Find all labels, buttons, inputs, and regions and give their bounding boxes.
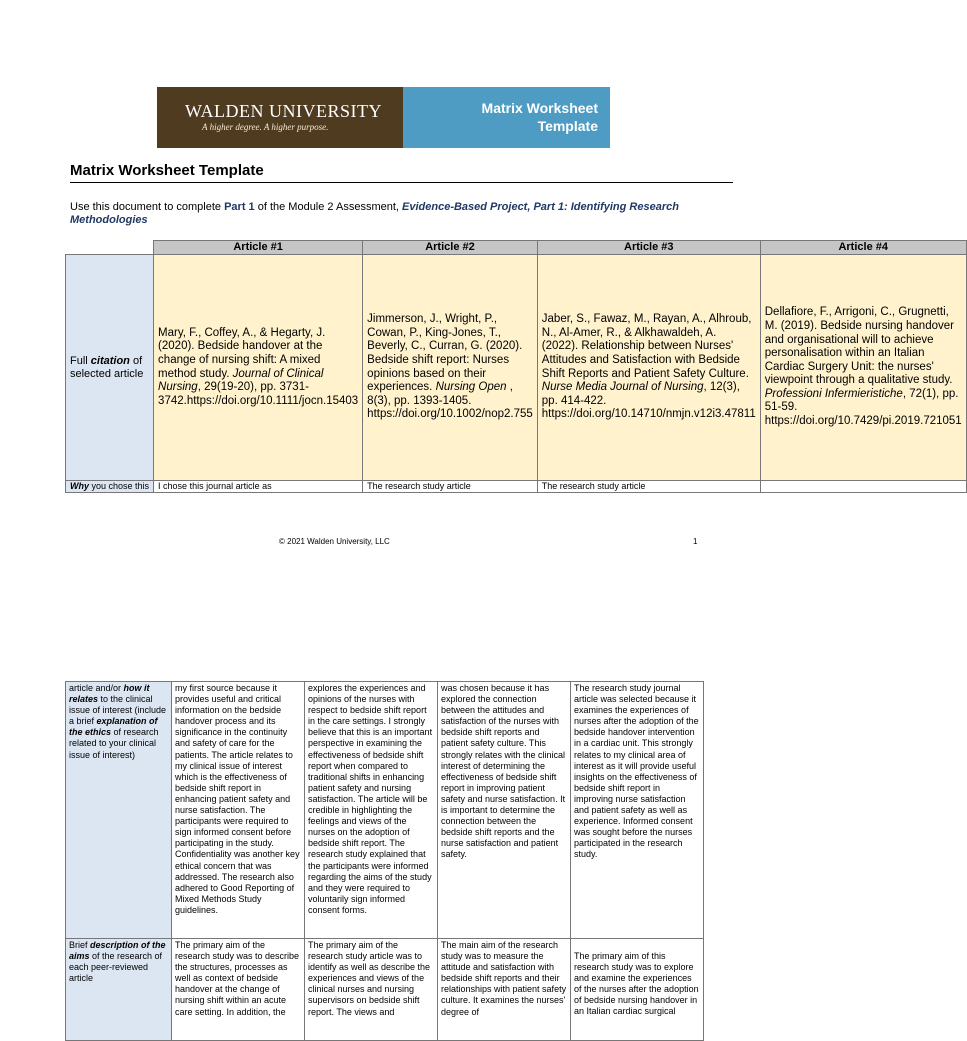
intro-part: Part 1 <box>224 201 255 213</box>
why-article-2: explores the experiences and opinions of the nurses with respect to bedside shift report in the care settings. I strongly believe that this is an important perspective in examining the effectiveness of bedside shift report when compared to traditional shifts in enhancing patient safety and nursing satisfaction. The article will be credible in highlighting the feelings and views of the nurses on the adoption of bedside shift report. The research study explained that the participants were informed regarding the aims of the study and they were required to voluntarily sign informed consent forms. <box>305 682 438 939</box>
why-article-1: my first source because it provides useful and critical information on the bedside handover process and its significance in the continuity and safety of care for the patients. The article relates to my clinical issue of interest which is the effectiveness of bedside shift report in enhancing patient safety and nurse satisfaction. The participants were required to sign informed consent before participating in the study. Confidentiality was another key ethical concern that was addressed. The research also adhered to Good Reporting of Mixed Methods Study guidelines. <box>172 682 305 939</box>
page-title: Matrix Worksheet Template <box>70 162 264 179</box>
citation-row-label: Full citation of selected article <box>66 255 154 481</box>
why-row-label-start: Why you chose this <box>66 481 154 493</box>
banner-title-line2: Template <box>537 118 598 134</box>
aims-article-1: The primary aim of the research study was to describe the structures, processes as well as context of bedside handover at the change of nursing shift within an acute care setting. In addition, the <box>172 939 305 1041</box>
why-article-1-start: I chose this journal article as <box>154 481 363 493</box>
aims-row-label: Brief description of the aims of the research of each peer-reviewed article <box>66 939 172 1041</box>
header-article-2: Article #2 <box>363 241 538 255</box>
intro-project-title: Evidence-Based Project, Part 1: Identifying Research Methodologies <box>70 201 679 226</box>
aims-article-2: The primary aim of the research study article was to identify as well as describe the experiences and views of the clinical nurses and nursing supervisors on bedside shift report. The views and <box>305 939 438 1041</box>
why-row-label: article and/or how it relates to the clinical issue of interest (include a brief explanation of the ethics of research related to your clinical issue of interest) <box>66 682 172 939</box>
citation-article-3: Jaber, S., Fawaz, M., Rayan, A., Alhroub, N., Al-Amer, R., & Alkhawaldeh, A. (2022). Relationship between Nurses' Attitudes and Satisfaction with Bedside Shift Reports and Patient Safety Culture. Nurse Media Journal of Nursing, 12(3), pp. 414-422. https://doi.org/10.14710/nmjn.v12i3.47811 <box>537 255 760 481</box>
intro-paragraph <box>70 201 730 227</box>
copyright-text: © 2021 Walden University, LLC <box>279 537 390 546</box>
aims-article-3: The main aim of the research study was to measure the attitude and satisfaction with bedside shift reports and their relationships with patient safety culture. It examines the nurses' degree of <box>438 939 571 1041</box>
header-article-1: Article #1 <box>154 241 363 255</box>
page-number: 1 <box>693 537 698 546</box>
matrix-table-page2 <box>65 681 704 1041</box>
banner-title <box>403 87 610 148</box>
aims-article-4: The primary aim of this research study was to explore and examine the experiences of the nurses after the adoption of bedside nursing handover in an Italian cardiac surgical <box>571 939 704 1041</box>
why-article-3-start: The research study article <box>537 481 760 493</box>
header-banner <box>157 87 610 148</box>
why-article-2-start: The research study article <box>363 481 538 493</box>
citation-label-strong: citation <box>90 354 130 367</box>
matrix-table-page1 <box>65 240 967 493</box>
banner-title-line1: Matrix Worksheet <box>481 100 598 116</box>
header-article-4: Article #4 <box>760 241 966 255</box>
walden-logo <box>157 87 403 148</box>
logo-wordmark: WALDEN UNIVERSITY <box>185 101 382 121</box>
title-divider <box>70 182 733 183</box>
citation-article-2: Jimmerson, J., Wright, P., Cowan, P., King-Jones, T., Beverly, C., Curran, G. (2020). Bedside shift report: Nurses opinions based on their experiences. Nursing Open , 8(3), pp. 1393-1405. https://doi.org/10.1002/nop2.755 <box>363 255 538 481</box>
logo-tagline: A higher degree. A higher purpose. <box>202 122 329 132</box>
header-article-3: Article #3 <box>537 241 760 255</box>
intro-prefix: Use this document to complete <box>70 201 225 213</box>
citation-article-4: Dellafiore, F., Arrigoni, C., Grugnetti, M. (2019). Bedside nursing handover and organisational will to achieve personalisation within an Italian Cardiac Surgery Unit: the nurses' viewpoint through a qualitative study. Professioni Infermieristiche, 72(1), pp. 51-59. https://doi.org/10.7429/pi.2019.721051 <box>760 255 966 481</box>
header-blank-cell <box>66 241 154 255</box>
intro-middle: of the Module 2 Assessment, <box>254 201 403 213</box>
citation-article-1: Mary, F., Coffey, A., & Hegarty, J. (2020). Bedside handover at the change of nursing shift: A mixed method study. Journal of Clinical Nursing, 29(19-20), pp. 3731-3742.https://doi.org/10.1111/jocn.15403 <box>154 255 363 481</box>
why-article-4: The research study journal article was selected because it examines the experiences of nurses after the adoption of the bedside handover intervention in a cardiac unit. This strongly relates to my clinical area of interest as it will provide useful insights on the effectiveness of bedside shift report in improving nurse satisfaction and patient safety as well as experience. Informed consent was sought before the nurses participated in the research study. <box>571 682 704 939</box>
why-article-4-start <box>760 481 966 493</box>
why-article-3: was chosen because it has explored the connection between the attitudes and satisfaction of the nurses with bedside shift reports and patient safety culture. This strongly relates with the clinical interest of determining the effectiveness of bedside shift report in improving patient safety and nurse satisfaction. It is important to determine the connection between the bedside shift reports and the nurse satisfaction and patient safety. <box>438 682 571 939</box>
